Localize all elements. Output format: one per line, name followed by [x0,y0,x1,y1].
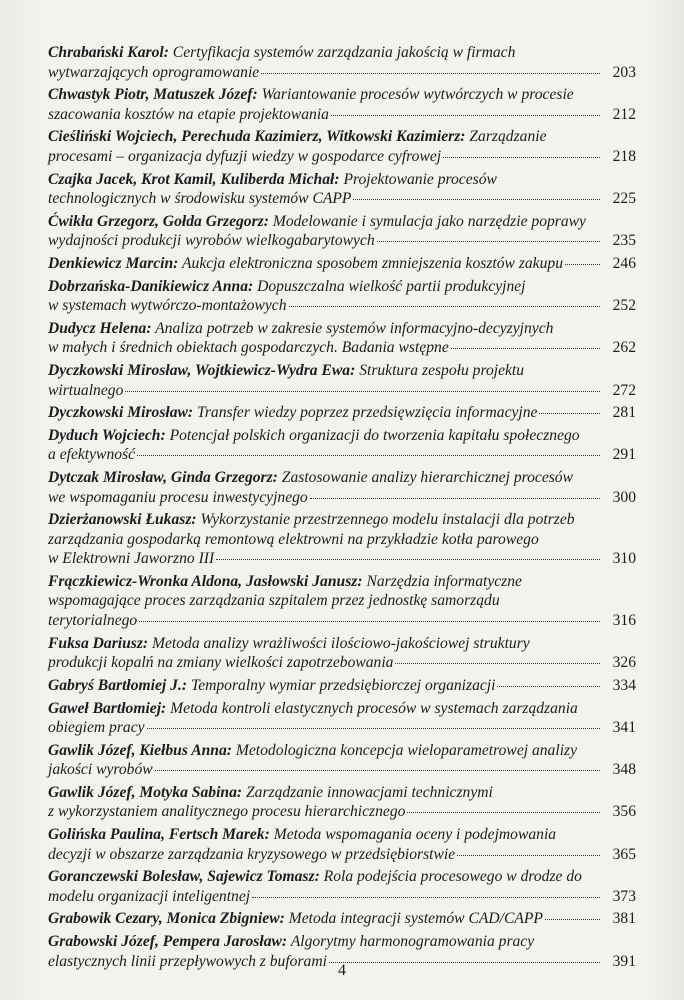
toc-entry-line [48,212,636,232]
toc-entry [48,277,636,316]
dot-leader [457,855,600,856]
dot-leader [261,73,600,74]
toc-entry-page: 381 [612,910,636,928]
toc-entry [48,361,636,400]
toc-entry [48,85,636,124]
toc-entry-page: 203 [612,63,636,81]
toc-entry-authors: Denkiewicz Marcin: [48,254,179,272]
toc-entry-title: Transfer wiedzy poprzez przedsięwzięcia informacyjne [197,404,538,422]
toc-entry-title: Rola podejścia procesowego w drodze do [323,868,582,886]
toc-entry-page: 310 [612,550,636,568]
toc-entry-text [48,403,537,423]
toc-entry-authors: Golińska Paulina, Fertsch Marek: [48,826,270,844]
toc-entry [48,426,636,465]
toc-entry [48,319,636,358]
toc-entry-authors: Grabowski Józef, Pempera Jarosław: [48,933,288,951]
toc-entry-title: szacowania kosztów na etapie projektowania [48,105,329,123]
toc-entry-title: wydajności produkcji wyrobów wielkogabarytowych [48,232,375,250]
dot-leader [331,115,600,116]
toc-entry-title: Analiza potrzeb w zakresie systemów informacyjno-decyzyjnych [155,319,554,337]
toc-entry-title: elastycznych linii przepływowych z buforami [48,952,327,970]
dot-leader [125,391,600,392]
toc-entry-authors: Gaweł Bartłomiej: [48,699,167,717]
toc-entry [48,634,636,673]
toc-entry-page: 272 [612,381,636,399]
toc-entry-title: decyzji w obszarze zarządzania kryzysowego w przedsiębiorstwie [48,845,456,863]
toc-entry [48,867,636,906]
toc-entry-page: 235 [612,232,636,250]
dot-leader [443,157,600,158]
toc-entry-page: 391 [612,952,636,970]
dot-leader [216,559,600,560]
toc-entry-title: Dopuszczalna wielkość partii produkcyjnej [257,277,526,295]
toc-entry-line [48,105,636,125]
toc-entry-line [48,43,636,63]
toc-entry-line: zarządzania gospodarką remontową elektrowni na przykładzie kotła parowego [48,530,539,548]
toc-entry-line [48,802,636,822]
toc-entry-line [48,932,636,952]
toc-entry-line [48,231,636,251]
toc-entry-page: 218 [612,147,636,165]
toc-entry-authors: Frączkiewicz-Wronka Aldona, Jasłowski Janusz: [48,572,363,590]
toc-entry-title: Wykorzystanie przestrzennego modelu instalacji dla potrzeb [200,511,575,529]
toc-entry-title: obiegiem pracy [48,719,145,736]
toc-entry-authors: Dyduch Wojciech: [48,426,166,444]
toc-entry-line [48,760,636,780]
toc-entry-line [48,426,636,446]
dot-leader [539,413,600,414]
toc-entry-title: Metoda integracji systemów CAD/CAPP [288,910,543,928]
toc-entry [48,170,636,209]
dot-leader [565,264,600,265]
toc-entry-title: Zarządzanie innowacjami technicznymi [245,783,493,801]
toc-entry-line [48,361,636,381]
toc-entry-line [48,634,636,654]
toc-entry-page: 225 [612,190,636,208]
toc-entry [48,783,636,822]
toc-entry-authors: Gawlik Józef, Motyka Sabina: [48,783,243,801]
toc-entry-page: 341 [612,719,636,736]
toc-entry-line [48,783,636,803]
toc-entry-text [48,676,495,696]
toc-entry-authors: Dytczak Mirosław, Ginda Grzegorz: [48,469,278,487]
toc-entry-page: 348 [612,761,636,779]
dot-leader [147,728,600,729]
toc-entry-line [48,611,636,631]
dot-leader [310,498,600,499]
toc-entry-line [48,653,636,673]
dot-leader [377,241,600,242]
toc-entry-title: Wariantowanie procesów wytwórczych w procesie [261,86,574,104]
toc-entry-title: Struktura zespołu projektu [359,362,525,379]
toc-entry-title: jakości wyrobów [48,761,153,779]
toc-entry-line [48,909,636,929]
toc-entry-line [48,319,636,339]
toc-entry-page: 316 [612,611,636,629]
toc-entry-title: w Elektrowni Jaworzno III [48,550,215,568]
table-of-contents [48,43,636,974]
toc-entry-line [48,549,636,569]
toc-entry-title: produkcji kopalń na zmiany wielkości zapotrzebowania [48,654,394,672]
toc-entry [48,212,636,251]
toc-entry [48,572,636,631]
dot-leader [289,306,601,307]
dot-leader [407,812,600,813]
dot-leader [451,348,600,349]
toc-entry-authors: Cieśliński Wojciech, Perechuda Kazimierz, Witkowski Kazimierz: [48,128,466,146]
toc-entry [48,468,636,507]
toc-entry-title: Aukcja elektroniczna sposobem zmniejszenia kosztów zakupu [182,254,563,272]
toc-entry-title: modelu organizacji inteligentnej [48,887,251,905]
toc-entry-page: 252 [612,297,636,315]
toc-entry-page: 356 [612,803,636,821]
toc-entry-line [48,254,636,274]
toc-entry-authors: Czajka Jacek, Krot Kamil, Kuliberda Michał: [48,170,340,188]
toc-entry-authors: Fuksa Dariusz: [48,634,149,652]
toc-entry-authors: Gawlik Józef, Kiełbus Anna: [48,741,232,759]
toc-entry-page: 300 [612,488,636,506]
toc-entry-authors: Chwastyk Piotr, Matuszek Józef: [48,86,258,104]
toc-entry-line [48,867,636,887]
toc-entry-page: 212 [612,105,636,123]
toc-entry-line [48,296,636,316]
toc-entry-title: Metoda wspomagania oceny i podejmowania [273,826,557,844]
toc-entry-line [48,189,636,209]
toc-entry-text [48,254,563,274]
toc-entry-title: a efektywność [48,446,136,464]
toc-entry-title: procesami – organizacja dyfuzji wiedzy w gospodarce cyfrowej [48,147,442,165]
toc-entry-line [48,699,636,719]
toc-entry [48,676,636,696]
toc-entry-line [48,825,636,845]
toc-entry-authors: Goranczewski Bolesław, Sajewicz Tomasz: [48,868,320,886]
toc-entry-line [48,445,636,465]
toc-entry-page: 291 [612,446,636,464]
toc-entry-title: we wspomaganiu procesu inwestycyjnego [48,488,308,506]
toc-entry-line [48,676,636,696]
toc-entry-page: 246 [612,254,636,272]
toc-entry [48,254,636,274]
toc-entry-title: Potencjał polskich organizacji do tworzenia kapitału społecznego [169,426,580,444]
toc-entry [48,403,636,423]
toc-entry [48,825,636,864]
toc-entry-line [48,85,636,105]
toc-entry-title: terytorialnego [48,611,138,629]
toc-entry-line [48,741,636,761]
dot-leader [155,770,600,771]
dot-leader [395,663,600,664]
toc-entry [48,699,636,738]
toc-entry-line [48,510,636,530]
dot-leader [353,199,600,200]
toc-entry-title: Zarządzanie [469,128,547,146]
toc-entry-authors: Chrabański Karol: [48,44,169,61]
toc-entry-line [48,63,636,83]
toc-entry-line [48,277,636,297]
dot-leader [252,897,600,898]
toc-entry-authors: Grabowik Cezary, Monica Zbigniew: [48,910,285,928]
toc-entry-line [48,488,636,508]
toc-entry-title: wytwarzających oprogramowanie [48,63,260,81]
toc-entry-title: Metoda kontroli elastycznych procesów w systemach zarządzania [170,699,578,717]
toc-entry-line [48,170,636,190]
toc-entry-authors: Dobrzańska-Danikiewicz Anna: [48,277,254,295]
toc-entry-title: Metoda analizy wrażliwości ilościowo-jakościowej struktury [152,634,530,652]
toc-entry-line [48,718,636,738]
toc-entry-page: 365 [612,845,636,863]
dot-leader [137,455,600,456]
page-number: 4 [338,962,346,979]
toc-entry-authors: Gabryś Bartłomiej J.: [48,676,188,694]
toc-entry-line [48,381,636,401]
toc-entry-line [48,887,636,907]
toc-entry-page: 326 [612,654,636,672]
dot-leader [497,686,600,687]
toc-entry-line [48,572,636,592]
toc-entry [48,510,636,569]
toc-entry-line [48,338,636,358]
toc-entry-authors: Dyczkowski Mirosław, Wojtkiewicz-Wydra Ewa: [48,362,356,379]
toc-entry-page: 262 [612,339,636,357]
toc-entry-title: Modelowanie i symulacja jako narzędzie poprawy [272,212,586,230]
toc-entry-title: Narzędzia informatyczne [366,572,522,590]
dot-leader [545,919,600,920]
toc-entry-page: 373 [612,887,636,905]
toc-entry-page: 334 [612,676,636,694]
dot-leader [139,621,600,622]
toc-entry-title: Zastosowanie analizy hierarchicznej procesów [281,469,574,487]
toc-entry-authors: Dzierżanowski Łukasz: [48,511,197,529]
toc-entry-page: 281 [612,404,636,422]
toc-entry-authors: Dudycz Helena: [48,319,152,337]
toc-entry-line [48,468,636,488]
toc-entry-title: Projektowanie procesów [343,170,497,188]
toc-entry [48,741,636,780]
toc-entry-line [48,127,636,147]
toc-entry-title: z wykorzystaniem analitycznego procesu hierarchicznego [48,803,406,821]
toc-entry-title: wirtualnego [48,381,124,399]
toc-entry-line [48,403,636,423]
toc-entry-title: Metodologiczna koncepcja wieloparametrowej analizy [235,741,578,759]
toc-entry-line [48,147,636,167]
toc-entry-line [48,845,636,865]
toc-entry-line: wspomagające proces zarządzania szpitalem przez jednostkę samorządu [48,592,500,610]
toc-entry-text [48,909,543,929]
toc-entry-title: technologicznych w środowisku systemów CAPP [48,190,352,208]
toc-entry-title: Temporalny wymiar przedsiębiorczej organizacji [190,676,496,694]
toc-entry-title: Algorytmy harmonogramowania pracy [290,933,535,951]
toc-entry-title: Certyfikacja systemów zarządzania jakością w firmach [172,44,516,61]
toc-entry-authors: Ćwikła Grzegorz, Gołda Grzegorz: [48,212,269,230]
toc-entry [48,43,636,82]
toc-entry-title: w systemach wytwórczo-montażowych [48,297,287,315]
toc-entry-authors: Dyczkowski Mirosław: [48,404,194,422]
toc-entry [48,909,636,929]
toc-entry [48,127,636,166]
toc-entry-title: w małych i średnich obiektach gospodarczych. Badania wstępne [48,339,449,357]
